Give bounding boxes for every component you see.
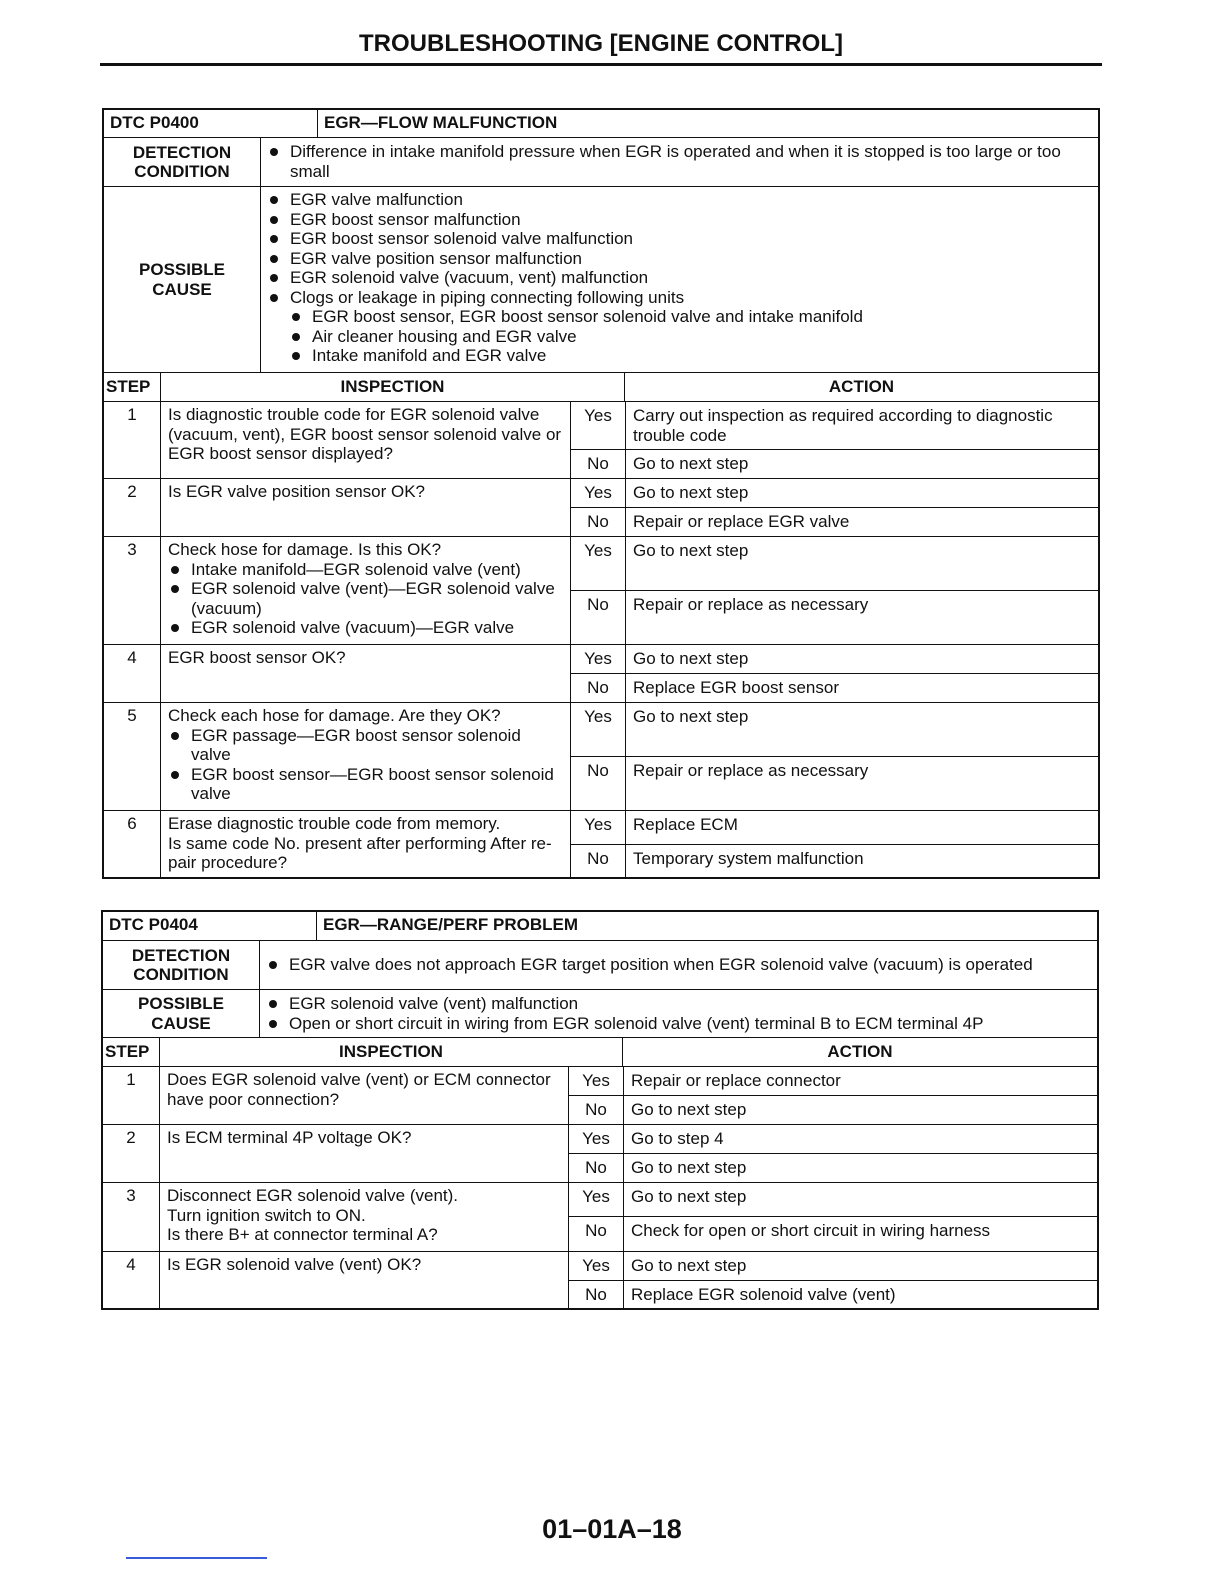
step-number: 2 — [127, 482, 137, 501]
inspection-text: Does EGR solenoid valve (vent) or ECM connector have poor connection? — [159, 1067, 568, 1124]
action-header: ACTION — [622, 1038, 1097, 1066]
inspection-cell — [160, 703, 570, 810]
no-label: No — [587, 454, 609, 473]
page-number: 01–01A–18 — [542, 1514, 682, 1544]
no-label: No — [587, 849, 609, 868]
inspection-text: Is diagnostic trouble code for EGR solenoid valve (vacuum, vent), EGR boost sensor solenoid valve or EGR boost sensor displayed? — [160, 402, 570, 478]
table-row — [103, 1182, 1097, 1251]
list-item: EGR boost sensor—EGR boost sensor solenoid valve — [168, 765, 563, 804]
yes-label: Yes — [582, 1256, 610, 1275]
yes-label: Yes — [582, 1187, 610, 1206]
list-item: EGR valve position sensor malfunction — [267, 249, 1092, 269]
possible-causes — [259, 990, 1097, 1037]
inspection-text-2: Turn ignition switch to ON. — [167, 1205, 366, 1225]
yes-action: Go to next step — [625, 645, 1098, 673]
list-item: EGR valve does not approach EGR target position when EGR solenoid valve (vacuum) is operated — [266, 955, 1091, 975]
page-title: TROUBLESHOOTING [ENGINE CONTROL] — [359, 30, 843, 57]
inspection-cell — [160, 537, 570, 644]
list-item: Open or short circuit in wiring from EGR solenoid valve (vent) terminal B to ECM terminal 4P — [266, 1014, 1091, 1034]
yes-label: Yes — [584, 406, 612, 425]
no-label: No — [585, 1158, 607, 1177]
yes-label: Yes — [584, 707, 612, 726]
detection-label: DETECTION CONDITION — [132, 142, 232, 181]
inspection-text: Is EGR solenoid valve (vent) OK? — [159, 1252, 568, 1308]
no-action: Go to next step — [625, 450, 1098, 478]
step-number: 1 — [127, 405, 137, 424]
no-action: Check for open or short circuit in wiring harness — [623, 1217, 1097, 1251]
inspection-text: Is EGR valve position sensor OK? — [160, 479, 570, 536]
dtc-code: DTC P0400 — [110, 113, 199, 132]
yes-label: Yes — [584, 815, 612, 834]
list-item: Difference in intake manifold pressure when EGR is operated and when it is stopped is too large or too small — [267, 142, 1092, 181]
dtc-table-p0400 — [102, 108, 1100, 879]
yes-label: Yes — [584, 649, 612, 668]
no-action: Temporary system malfunction — [625, 845, 1098, 877]
yes-label: Yes — [584, 483, 612, 502]
possible-cause-label: POSSIBLE CAUSE — [138, 994, 224, 1033]
detection-condition — [259, 941, 1097, 989]
list-item: EGR valve malfunction — [267, 190, 1092, 210]
no-label: No — [587, 761, 609, 780]
yes-label: Yes — [582, 1129, 610, 1148]
step-number: 5 — [127, 706, 137, 725]
list-item: Clogs or leakage in piping connecting following units — [267, 288, 1092, 308]
step-number: 6 — [127, 814, 137, 833]
table-row — [104, 478, 1098, 536]
no-action: Repair or replace as necessary — [625, 757, 1098, 810]
dtc-name: EGR—FLOW MALFUNCTION — [317, 110, 1098, 137]
list-item: Air cleaner housing and EGR valve — [289, 327, 1092, 347]
list-item: EGR boost sensor, EGR boost sensor solenoid valve and intake manifold — [289, 307, 1092, 327]
inspection-text: Disconnect EGR solenoid valve (vent). — [167, 1186, 459, 1205]
no-label: No — [587, 512, 609, 531]
step-header: STEP — [106, 377, 151, 396]
possible-causes — [260, 187, 1098, 372]
inspection-header: INSPECTION — [159, 1038, 622, 1066]
yes-action: Go to next step — [623, 1252, 1097, 1280]
inspection-text: Check each hose for damage. Are they OK? — [168, 706, 501, 725]
step-number: 2 — [126, 1128, 136, 1147]
inspection-cell — [160, 811, 570, 877]
yes-action: Replace ECM — [625, 811, 1098, 844]
no-label: No — [585, 1221, 607, 1240]
no-action: Repair or replace EGR valve — [625, 508, 1098, 536]
inspection-text: Erase diagnostic trouble code from memory. — [168, 814, 501, 833]
no-label: No — [587, 678, 609, 697]
inspection-text: Is ECM terminal 4P voltage OK? — [159, 1125, 568, 1182]
no-label: No — [585, 1100, 607, 1119]
table-row — [104, 702, 1098, 810]
dtc-name: EGR—RANGE/PERF PROBLEM — [316, 912, 1097, 940]
yes-action: Go to step 4 — [623, 1125, 1097, 1153]
no-label: No — [587, 595, 609, 614]
yes-label: Yes — [582, 1071, 610, 1090]
title-rule — [100, 63, 1102, 66]
table-row — [104, 810, 1098, 877]
no-label: No — [585, 1285, 607, 1304]
yes-action: Repair or replace connector — [623, 1067, 1097, 1095]
no-action: Repair or replace as necessary — [625, 591, 1098, 644]
yes-action: Go to next step — [625, 537, 1098, 590]
step-number: 1 — [126, 1070, 136, 1089]
inspection-cell — [159, 1183, 568, 1251]
inspection-header: INSPECTION — [160, 373, 624, 401]
dtc-code: DTC P0404 — [109, 915, 198, 934]
detection-condition — [260, 138, 1098, 186]
step-number: 3 — [126, 1186, 136, 1205]
possible-cause-label: POSSIBLE CAUSE — [139, 260, 225, 299]
no-action: Go to next step — [623, 1096, 1097, 1124]
step-number: 4 — [127, 648, 137, 667]
list-item: EGR passage—EGR boost sensor solenoid valve — [168, 726, 563, 765]
list-item: Intake manifold and EGR valve — [289, 346, 1092, 366]
list-item: EGR solenoid valve (vacuum)—EGR valve — [168, 618, 563, 638]
detection-label: DETECTION CONDITION — [131, 945, 231, 984]
table-row — [103, 1251, 1097, 1308]
no-action: Replace EGR solenoid valve (vent) — [623, 1281, 1097, 1309]
table-row — [103, 1066, 1097, 1124]
table-row — [104, 644, 1098, 702]
list-item: EGR solenoid valve (vacuum, vent) malfunction — [267, 268, 1092, 288]
yes-label: Yes — [584, 541, 612, 560]
list-item: EGR boost sensor malfunction — [267, 210, 1092, 230]
dtc-table-p0404 — [101, 910, 1099, 1310]
yes-action: Go to next step — [625, 479, 1098, 507]
no-action: Replace EGR boost sensor — [625, 674, 1098, 702]
list-item: EGR solenoid valve (vent) malfunction — [266, 994, 1091, 1014]
no-action: Go to next step — [623, 1154, 1097, 1182]
inspection-text: Check hose for damage. Is this OK? — [168, 540, 442, 559]
table-row — [104, 536, 1098, 644]
footer-link-rule — [126, 1557, 267, 1559]
inspection-text: EGR boost sensor OK? — [160, 645, 570, 702]
inspection-text-3: Is there B+ at connector terminal A? — [167, 1225, 438, 1244]
step-number: 3 — [127, 540, 137, 559]
inspection-text-2: Is same code No. present after performing After re-pair procedure? — [168, 833, 552, 872]
yes-action: Go to next step — [623, 1183, 1097, 1216]
yes-action: Go to next step — [625, 703, 1098, 756]
action-header: ACTION — [624, 373, 1098, 401]
step-header: STEP — [105, 1042, 150, 1061]
step-number: 4 — [126, 1255, 136, 1274]
table-row — [104, 401, 1098, 478]
list-item: EGR solenoid valve (vent)—EGR solenoid valve (vacuum) — [168, 579, 563, 618]
list-item: Intake manifold—EGR solenoid valve (vent) — [168, 560, 563, 580]
yes-action: Carry out inspection as required according to diagnostic trouble code — [625, 402, 1098, 449]
list-item: EGR boost sensor solenoid valve malfunction — [267, 229, 1092, 249]
table-row — [103, 1124, 1097, 1182]
